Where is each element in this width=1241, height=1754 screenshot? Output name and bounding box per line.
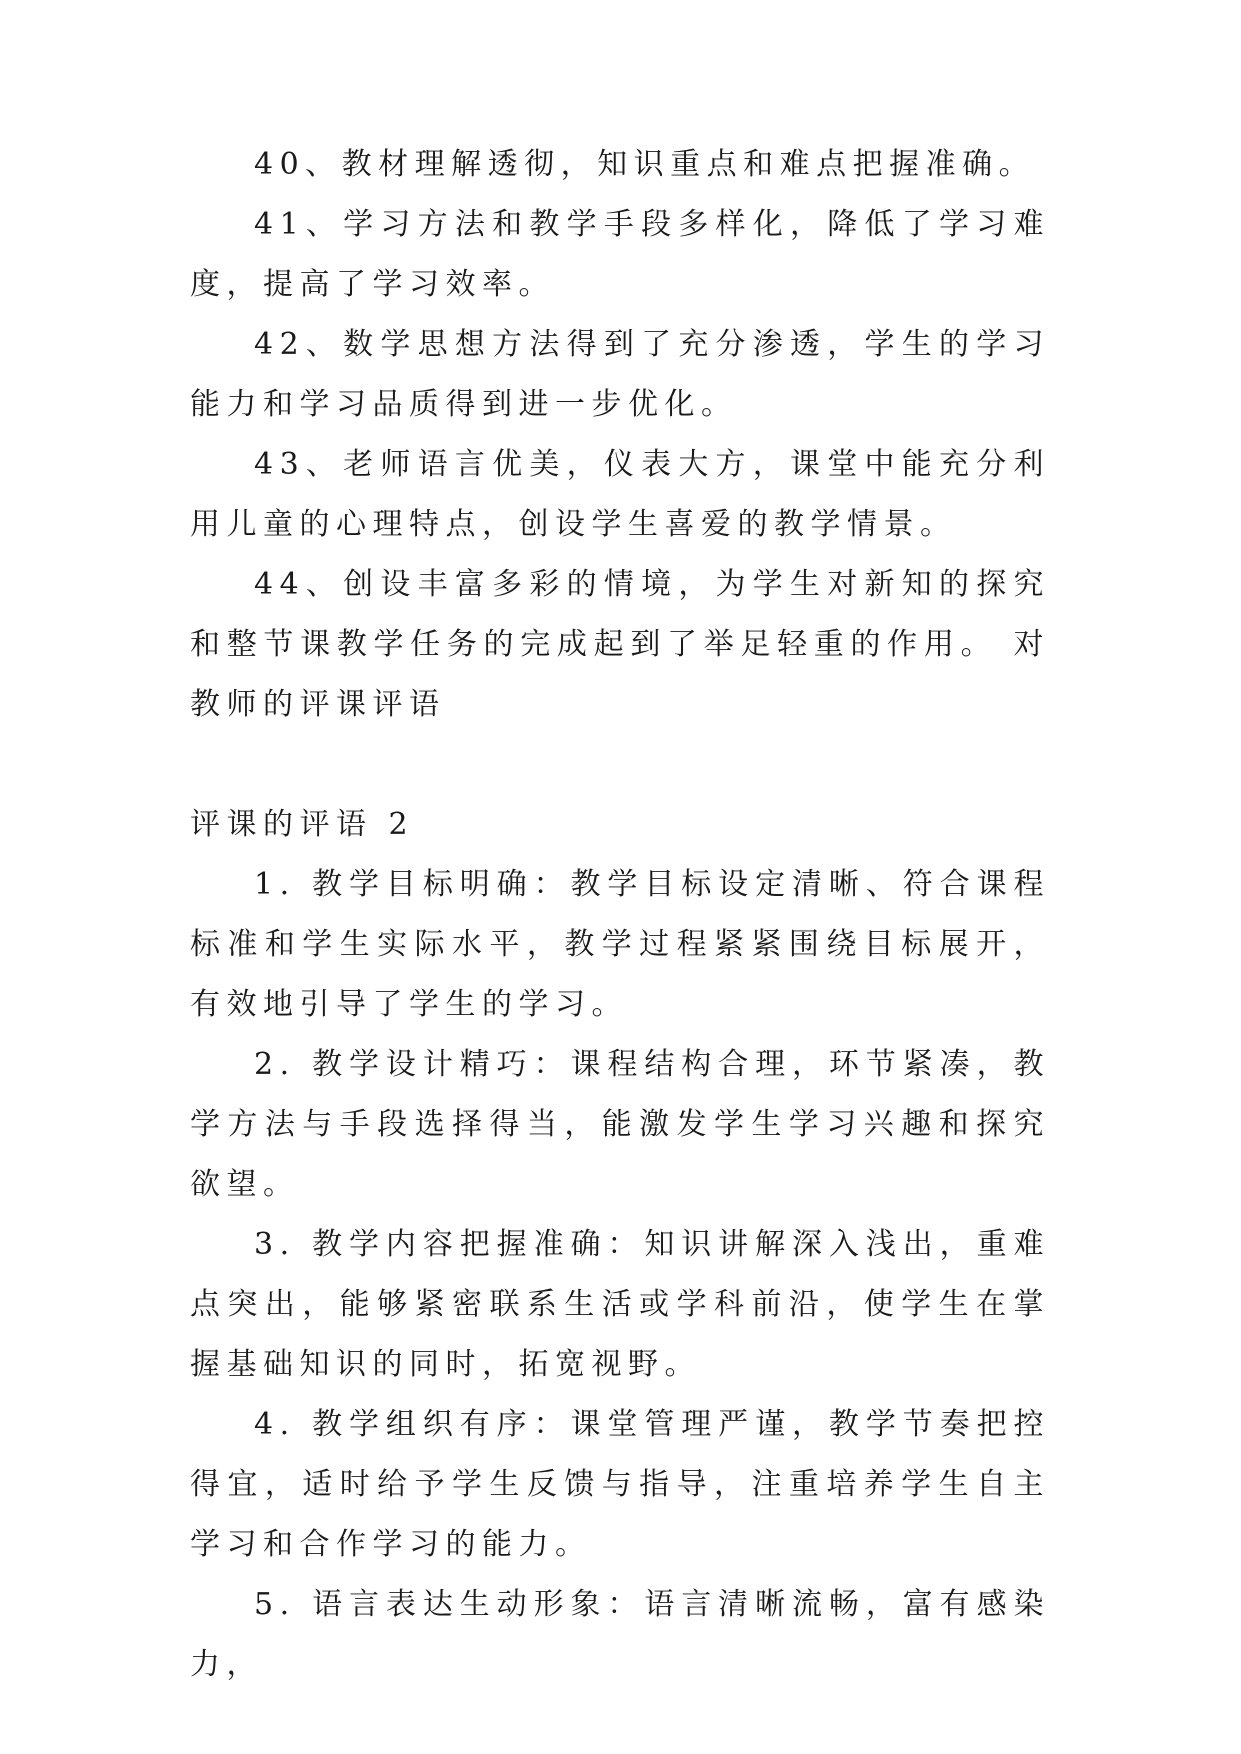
comment-item-43: 43、老师语言优美，仪表大方，课堂中能充分利用儿童的心理特点，创设学生喜爱的教学情景。 bbox=[190, 447, 1050, 542]
comment-item-41: 41、学习方法和教学手段多样化，降低了学习难度，提高了学习效率。 bbox=[190, 207, 1050, 302]
comment-item-42: 42、数学思想方法得到了充分渗透，学生的学习能力和学习品质得到进一步优化。 bbox=[190, 327, 1050, 422]
comment-item-40: 40、教材理解透彻，知识重点和难点把握准确。 bbox=[254, 147, 1036, 182]
section-gap bbox=[190, 735, 1050, 795]
comment-item-44: 44、创设丰富多彩的情境，为学生对新知的探究和整节课教学任务的完成起到了举足轻重的作用。 对教师的评课评语 bbox=[190, 567, 1050, 722]
review-item-3: 3. 教学内容把握准确：知识讲解深入浅出，重难点突出，能够紧密联系生活或学科前沿，使学生在掌握基础知识的同时，拓宽视野。 bbox=[190, 1227, 1050, 1382]
review-item-4: 4. 教学组织有序：课堂管理严谨，教学节奏把控得宜，适时给予学生反馈与指导，注重培养学生自主学习和合作学习的能力。 bbox=[190, 1407, 1050, 1562]
review-item-5: 5. 语言表达生动形象：语言清晰流畅，富有感染力， bbox=[190, 1587, 1050, 1682]
review-item-1: 1. 教学目标明确：教学目标设定清晰、符合课程标准和学生实际水平，教学过程紧紧围绕目标展开，有效地引导了学生的学习。 bbox=[190, 867, 1050, 1022]
review-item-2: 2. 教学设计精巧：课程结构合理，环节紧凑，教学方法与手段选择得当，能激发学生学习兴趣和探究欲望。 bbox=[190, 1047, 1050, 1202]
section-heading: 评课的评语 2 bbox=[190, 807, 415, 842]
document-body bbox=[190, 135, 1050, 1695]
